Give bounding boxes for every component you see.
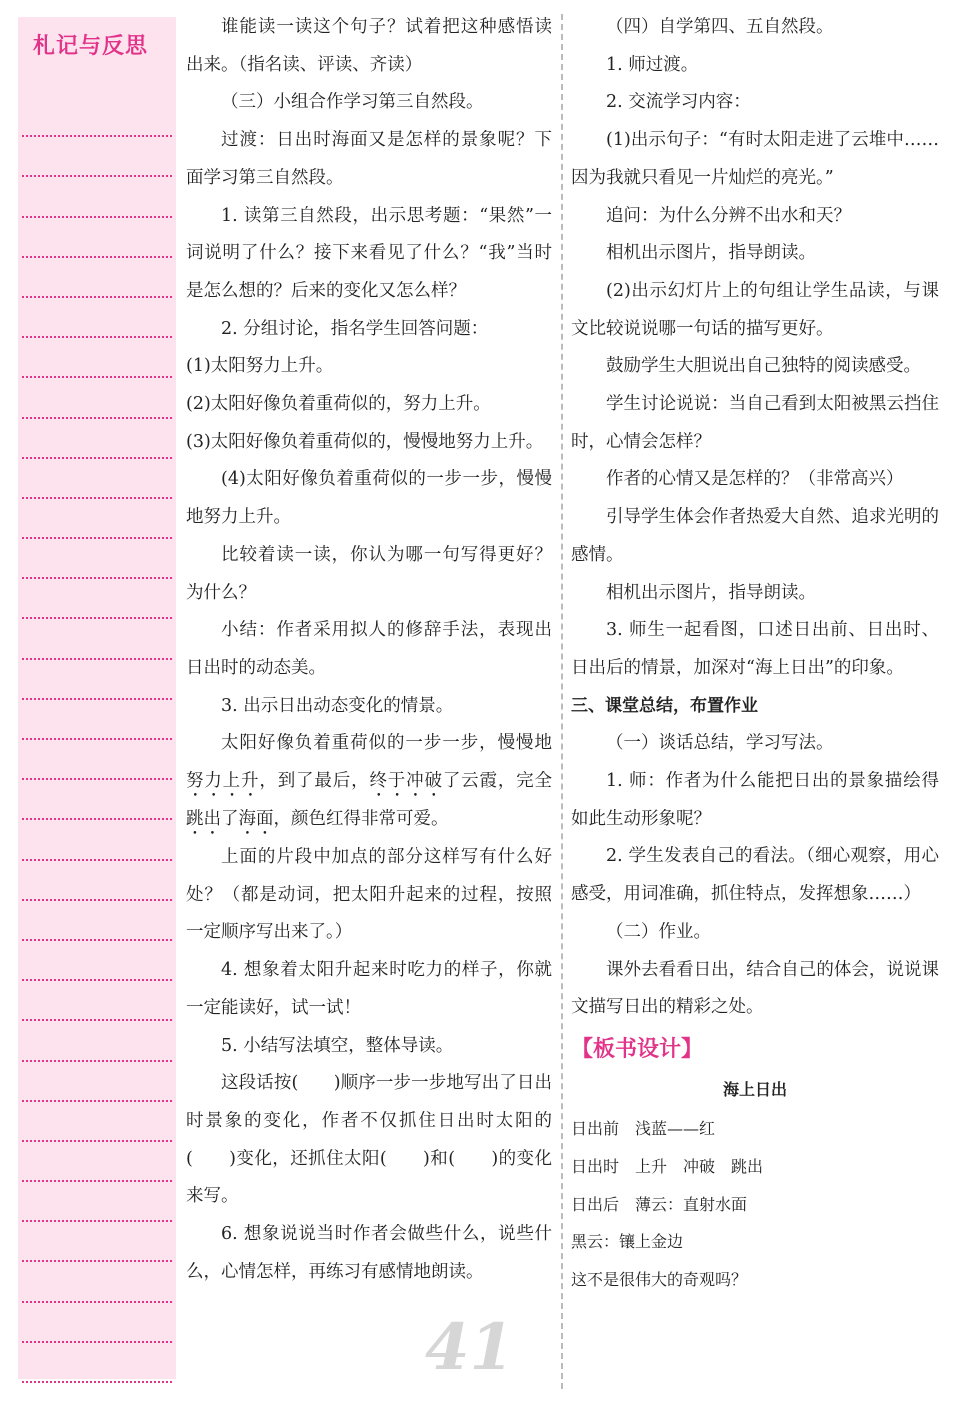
note-line — [22, 1182, 172, 1222]
example-sentence: (2)太阳好像负着重荷似的，努力上升。 — [186, 394, 491, 415]
emphasized-word: 海面 — [238, 809, 274, 830]
note-line — [22, 1222, 172, 1262]
note-line — [22, 740, 172, 780]
paragraph: 3. 师生一起看图，口述日出前、日出时、日出后的情景，加深对“海上日出”的印象。 — [571, 620, 939, 678]
paragraph: 5. 小结写法填空，整体导读。 — [221, 1035, 454, 1056]
note-line — [22, 981, 172, 1021]
note-line — [22, 1343, 172, 1383]
board-line: 黑云：镶上金边 — [571, 1232, 684, 1252]
emphasized-verb: 跳出 — [186, 809, 221, 830]
paragraph: （一）谈话总结，学习写法。 — [606, 733, 834, 754]
emphasized-verb: 终于冲破 — [369, 771, 443, 792]
example-sentence: (4)太阳好像负着重荷似的一步一步，慢慢地努力上升。 — [186, 469, 552, 528]
note-lines — [22, 97, 172, 1383]
paragraph: 3. 出示日出动态变化的情景。 — [221, 695, 454, 716]
note-line — [22, 1303, 172, 1343]
paragraph: 相机出示图片，指导朗读。 — [606, 243, 816, 264]
passage-text: ，到了最后， — [259, 771, 370, 792]
paragraph: (2)出示幻灯片上的句组让学生品读，与课文比较说说哪一句话的描写更好。 — [571, 280, 939, 339]
note-line — [22, 1102, 172, 1142]
board-design-heading: 【板书设计】 — [571, 1036, 704, 1062]
note-line — [22, 177, 172, 217]
note-line — [22, 218, 172, 258]
board-line: 日出后 薄云：直射水面 — [571, 1194, 748, 1214]
emphasized-verb: 努力上升 — [186, 771, 260, 792]
note-line — [22, 419, 172, 459]
emphasized-passage — [186, 725, 552, 839]
section-heading: （三）小组合作学习第三自然段。 — [221, 92, 484, 113]
summary-paragraph: 小结：作者采用拟人的修辞手法，表现出日出时的动态美。 — [186, 620, 552, 678]
paragraph: 学生讨论说说：当自己看到太阳被黑云挡住时，心情会怎样？ — [571, 394, 939, 452]
paragraph: （二）作业。 — [606, 921, 711, 942]
column-divider — [561, 14, 563, 1389]
paragraph: (1)出示句子：“有时太阳走进了云堆中……因为我就只看见一片灿烂的亮光。” — [571, 130, 939, 188]
section-heading: 三、课堂总结，布置作业 — [571, 695, 758, 716]
note-line — [22, 780, 172, 820]
paragraph: 引导学生体会作者热爱大自然、追求光明的感情。 — [571, 507, 939, 565]
note-line — [22, 97, 172, 137]
board-line: 这不是很伟大的奇观吗？ — [571, 1270, 748, 1290]
paragraph: 上面的片段中加点的部分这样写有什么好处？（都是动词，把太阳升起来的过程，按照一定顺序写出来了。） — [186, 847, 552, 943]
note-line — [22, 499, 172, 539]
note-line — [22, 378, 172, 418]
fill-in-exercise: 这段话按( )顺序一步一步地写出了日出时景象的变化，作者不仅抓住日出时太阳的( )变化，还抓住太阳( )和( )的变化来写。 — [186, 1073, 552, 1207]
example-sentence: (1)太阳努力上升。 — [186, 356, 334, 377]
paragraph: 1. 师：作者为什么能把日出的景象描绘得如此生动形象呢？ — [571, 771, 939, 829]
note-line — [22, 861, 172, 901]
note-line — [22, 298, 172, 338]
paragraph: 2. 学生发表自己的看法。（细心观察，用心感受，用词准确，抓住特点，发挥想象……） — [571, 846, 939, 905]
note-line — [22, 1142, 172, 1182]
paragraph: 追问：为什么分辨不出水和天？ — [606, 205, 851, 226]
question-paragraph: 1. 读第三自然段，出示思考题：“果然”一词说明了什么？接下来看见了什么？“我”当时是怎么想的？后来的变化又怎么样？ — [186, 205, 552, 301]
note-line — [22, 137, 172, 177]
paragraph: 作者的心情又是怎样的？（非常高兴） — [606, 469, 904, 490]
note-line — [22, 660, 172, 700]
passage-text: 了云霞，完全 — [442, 771, 553, 792]
board-title: 海上日出 — [722, 1079, 787, 1099]
paragraph: 2. 分组讨论，指名学生回答问题： — [221, 318, 489, 339]
content-column-right — [571, 9, 939, 1299]
note-line — [22, 338, 172, 378]
note-line — [22, 1262, 172, 1302]
content-column-left — [186, 9, 552, 1292]
note-line — [22, 820, 172, 860]
note-line — [22, 459, 172, 499]
note-line — [22, 700, 172, 740]
passage-text: ，颜色红得非常可爱。 — [273, 809, 449, 830]
passage-text: 太阳好像负着重荷似的一步一步，慢慢地 — [221, 733, 552, 754]
sidebar-title: 札记与反思 — [33, 34, 149, 59]
section-heading: （四）自学第四、五自然段。 — [606, 17, 834, 37]
notes-sidebar — [18, 17, 176, 1379]
note-line — [22, 1062, 172, 1102]
paragraph: 过渡：日出时海面又是怎样的景象呢？下面学习第三自然段。 — [186, 130, 552, 188]
paragraph: 相机出示图片，指导朗读。 — [606, 582, 816, 603]
paragraph: 6. 想象说说当时作者会做些什么，说些什么，心情怎样，再练习有感情地朗读。 — [186, 1224, 552, 1282]
note-line — [22, 901, 172, 941]
paragraph: 鼓励学生大胆说出自己独特的阅读感受。 — [606, 356, 921, 377]
paragraph: 课外去看看日出，结合自己的体会，说说课文描写日出的精彩之处。 — [571, 959, 939, 1018]
paragraph: 4. 想象着太阳升起来时吃力的样子，你就一定能读好，试一试！ — [186, 960, 552, 1018]
paragraph: 1. 师过渡。 — [606, 54, 699, 75]
board-line: 日出时 上升 冲破 跳出 — [571, 1156, 764, 1176]
paragraph: 2. 交流学习内容： — [606, 92, 751, 113]
paragraph: 比较着读一读，你认为哪一句写得更好？为什么？ — [186, 544, 552, 603]
note-line — [22, 1021, 172, 1061]
note-line — [22, 941, 172, 981]
note-line — [22, 539, 172, 579]
note-line — [22, 258, 172, 298]
paragraph: 谁能读一读这个句子？试着把这种感悟读出来。（指名读、评读、齐读） — [186, 17, 552, 75]
example-sentence: (3)太阳好像负着重荷似的，慢慢地努力上升。 — [186, 431, 544, 452]
note-line — [22, 619, 172, 659]
passage-text: 了 — [221, 809, 239, 830]
board-line: 日出前 浅蓝——红 — [571, 1118, 716, 1138]
page-number: 41 — [425, 1310, 515, 1385]
note-line — [22, 579, 172, 619]
